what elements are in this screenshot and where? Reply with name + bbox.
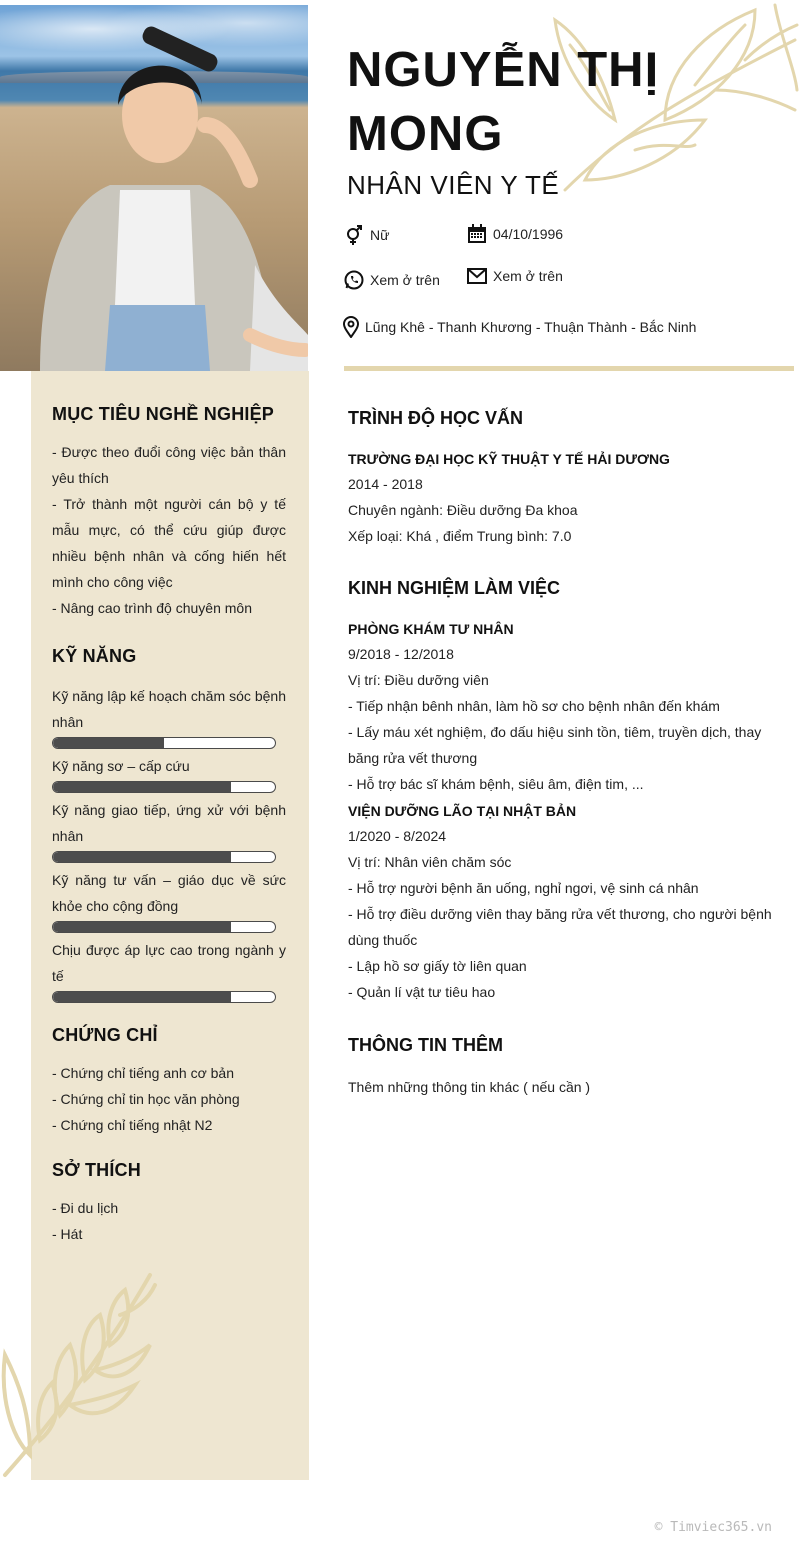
job-line: - Hỗ trợ điều dưỡng viên thay băng rửa vết thương, cho người bệnh dùng thuốc: [348, 906, 772, 948]
certificate-item: - Chứng chỉ tiếng nhật N2: [52, 1117, 213, 1133]
job-line: 1/2020 - 8/2024: [348, 828, 447, 844]
address-value: Lũng Khê - Thanh Khương - Thuận Thành - Bắc Ninh: [365, 319, 697, 335]
certificates-section: [52, 1025, 286, 1138]
objective-section: [52, 404, 286, 621]
certificates-heading: CHỨNG CHỈ: [52, 1025, 158, 1045]
skills-section: [52, 646, 286, 1003]
phone-info: [344, 270, 440, 290]
skill-bar-fill: [53, 922, 231, 932]
objective-line: - Được theo đuổi công việc bản thân yêu thích: [52, 444, 286, 486]
birthdate-value: 04/10/1996: [493, 226, 564, 242]
objective-heading: MỤC TIÊU NGHỀ NGHIỆP: [52, 404, 275, 424]
skill-bar-fill: [53, 738, 164, 748]
skill-bar-fill: [53, 782, 231, 792]
phone-value: Xem ở trên: [370, 272, 440, 288]
skill-name: Kỹ năng giao tiếp, ứng xử với bệnh nhân: [52, 802, 286, 844]
extra-heading: THÔNG TIN THÊM: [348, 1035, 503, 1055]
gender-icon: [344, 224, 364, 246]
skill-name: Chịu được áp lực cao trong ngành y tế: [52, 942, 286, 984]
skill-name: Kỹ năng sơ – cấp cứu: [52, 758, 190, 774]
skill-bar-fill: [53, 992, 231, 1002]
hobbies-heading: SỞ THÍCH: [52, 1160, 141, 1180]
job-line: - Lập hồ sơ giấy tờ liên quan: [348, 958, 527, 974]
gender-value: Nữ: [370, 227, 390, 243]
hobby-item: - Đi du lịch: [52, 1200, 119, 1216]
experience-heading: KINH NGHIỆM LÀM VIỆC: [348, 578, 561, 598]
extra-text: Thêm những thông tin khác ( nếu cần ): [348, 1079, 591, 1095]
skill-bar: [52, 991, 276, 1003]
skill-name: Kỹ năng lập kế hoạch chăm sóc bệnh nhân: [52, 688, 286, 730]
education-line: 2014 - 2018: [348, 476, 423, 492]
skills-heading: KỸ NĂNG: [52, 646, 137, 666]
job-entry: [348, 799, 778, 1005]
job-org: VIỆN DƯỠNG LÃO TẠI NHẬT BẢN: [348, 803, 577, 819]
skill-item: [52, 753, 286, 793]
header-divider: [344, 366, 794, 371]
job-line: - Quản lí vật tư tiêu hao: [348, 984, 496, 1000]
skill-item: [52, 797, 286, 863]
skill-item: [52, 867, 286, 933]
profile-photo: [0, 5, 308, 371]
job-line: - Lấy máu xét nghiệm, đo dấu hiệu sinh tồn, tiêm, truyền dịch, thay băng rửa vết thương: [348, 724, 762, 766]
email-icon: [467, 268, 487, 284]
birthdate-info: [467, 224, 563, 244]
certificate-item: - Chứng chỉ tiếng anh cơ bản: [52, 1065, 234, 1081]
address-info: [343, 316, 696, 338]
job-line: 9/2018 - 12/2018: [348, 646, 454, 662]
education-line: Xếp loại: Khá , điểm Trung bình: 7.0: [348, 528, 572, 544]
job-title: NHÂN VIÊN Y TẾ: [347, 170, 560, 200]
skill-bar: [52, 737, 276, 749]
certificate-item: - Chứng chỉ tin học văn phòng: [52, 1091, 240, 1107]
leaf-decoration-bottom: [0, 1265, 308, 1480]
job-line: - Hỗ trợ người bệnh ăn uống, nghỉ ngơi, vệ sinh cá nhân: [348, 880, 699, 896]
calendar-icon: [467, 224, 487, 244]
job-line: Vị trí: Nhân viên chăm sóc: [348, 854, 512, 870]
email-info: [467, 268, 563, 284]
job-line: - Tiếp nhận bênh nhân, làm hồ sơ cho bệnh nhân đến khám: [348, 698, 720, 714]
objective-line: - Nâng cao trình độ chuyên môn: [52, 600, 253, 616]
job-org: PHÒNG KHÁM TƯ NHÂN: [348, 621, 514, 637]
education-school: TRƯỜNG ĐẠI HỌC KỸ THUẬT Y TẾ HẢI DƯƠNG: [348, 451, 670, 467]
job-entry: [348, 617, 778, 797]
objective-line: - Trở thành một người cán bộ y tế mẫu mực, có thể cứu giúp được nhiều bệnh nhân và cống hiến hết mình cho công việc: [52, 496, 286, 590]
watermark: © Timviec365.vn: [654, 1520, 772, 1535]
skill-bar: [52, 921, 276, 933]
skill-item: [52, 683, 286, 749]
email-value: Xem ở trên: [493, 268, 563, 284]
job-line: - Hỗ trợ bác sĩ khám bệnh, siêu âm, điện tim, ...: [348, 776, 644, 792]
phone-icon: [344, 270, 364, 290]
job-line: Vị trí: Điều dưỡng viên: [348, 672, 489, 688]
education-line: Chuyên ngành: Điều dưỡng Đa khoa: [348, 502, 578, 518]
hobbies-section: [52, 1160, 286, 1247]
hobby-item: - Hát: [52, 1226, 83, 1242]
skill-bar: [52, 781, 276, 793]
education-heading: TRÌNH ĐỘ HỌC VẤN: [348, 408, 523, 428]
skill-bar-fill: [53, 852, 231, 862]
education-section: [348, 408, 778, 549]
gender-info: [344, 224, 389, 246]
location-icon: [343, 316, 359, 338]
experience-section: [348, 578, 778, 1005]
extra-section: [348, 1035, 778, 1100]
skill-name: Kỹ năng tư vấn – giáo dục về sức khỏe cho cộng đồng: [52, 872, 286, 914]
candidate-name: NGUYỄN THỊ MONG: [347, 43, 660, 161]
skill-bar: [52, 851, 276, 863]
skill-item: [52, 937, 286, 1003]
